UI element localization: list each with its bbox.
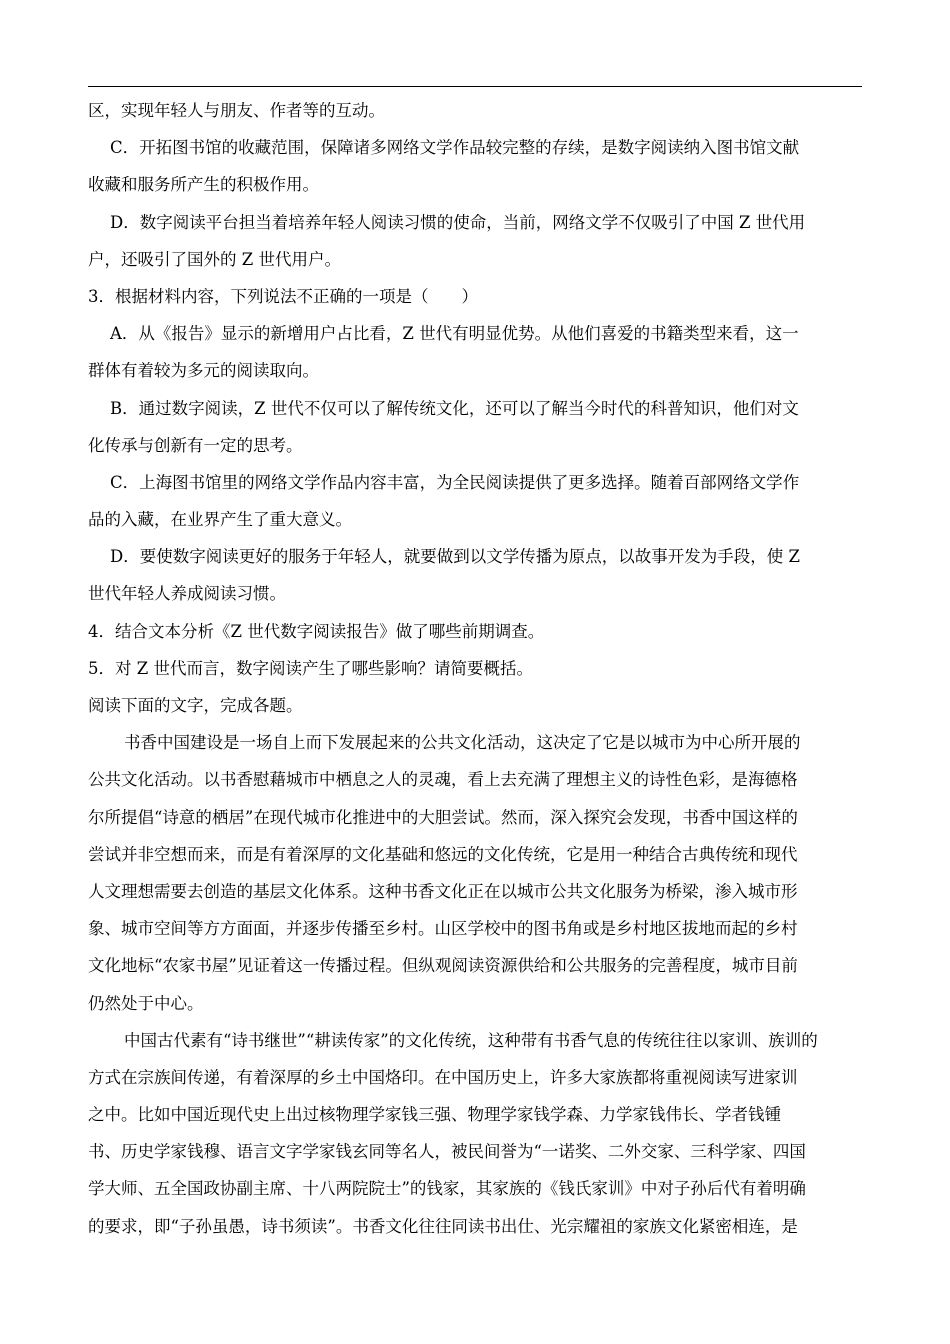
text-line: 尝试并非空想而来，而是有着深厚的文化基础和悠远的文化传统，它是用一种结合古典传统和现代: [88, 844, 798, 864]
text-line: 之中。比如中国近现代史上出过核物理学家钱三强、物理学家钱学森、力学家钱伟长、学者钱锺: [88, 1105, 781, 1125]
text-line: D．要使数字阅读更好的服务于年轻人，就要做到以文学传播为原点，以故事开发为手段，使 Z: [110, 547, 800, 567]
text-line: 尔所提倡“诗意的栖居”在现代城市化推进中的大胆尝试。然而，深入探究会发现，书香中国这样的: [88, 807, 798, 827]
text-line: 象、城市空间等方方面面，并逐步传播至乡村。山区学校中的图书角或是乡村地区拔地而起的乡村: [88, 919, 798, 939]
text-line: 中国古代素有“诗书继世”“耕读传家”的文化传统，这种带有书香气息的传统往往以家训、族训的: [124, 1030, 818, 1050]
text-line: 化传承与创新有一定的思考。: [88, 435, 303, 455]
text-line: B．通过数字阅读，Z 世代不仅可以了解传统文化，还可以了解当今时代的科普知识，他们对文: [110, 398, 799, 418]
text-line: 阅读下面的文字，完成各题。: [88, 696, 303, 715]
text-line: 世代年轻人养成阅读习惯。: [88, 584, 286, 604]
text-line: 公共文化活动。以书香慰藉城市中栖息之人的灵魂，看上去充满了理想主义的诗性色彩，是海德格: [88, 770, 798, 790]
text-line: C．上海图书馆里的网络文学作品内容丰富，为全民阅读提供了更多选择。随着百部网络文学作: [110, 472, 800, 492]
text-line: 仍然处于中心。: [88, 993, 204, 1013]
text-line: 方式在宗族间传递，有着深厚的乡土中国烙印。在中国历史上，许多大家族都将重视阅读写进家训: [88, 1067, 798, 1087]
header-rule: [88, 86, 862, 87]
text-line: 的要求，即“子孙虽愚，诗书须读”。书香文化往往同读书出仕、光宗耀祖的家族文化紧密相连，是: [88, 1216, 798, 1236]
text-line: 3．根据材料内容，下列说法不正确的一项是（ ）: [88, 286, 478, 306]
text-line: 学大师、五全国政协副主席、十八两院院士”的钱家，其家族的《钱氏家训》中对子孙后代有着明确: [88, 1179, 806, 1199]
text-line: D．数字阅读平台担当着培养年轻人阅读习惯的使命，当前，网络文学不仅吸引了中国 Z 世代用: [110, 212, 806, 232]
text-line: 群体有着较为多元的阅读取向。: [88, 361, 319, 381]
text-line: 文化地标“农家书屋”见证着这一传播过程。但纵观阅读资源供给和公共服务的完善程度，城市目前: [88, 956, 798, 976]
text-line: 5．对 Z 世代而言，数字阅读产生了哪些影响？请简要概括。: [88, 658, 533, 678]
text-line: 收藏和服务所产生的积极作用。: [88, 175, 319, 195]
text-line: 品的入藏，在业界产生了重大意义。: [88, 510, 352, 530]
text-line: 人文理想需要去创造的基层文化体系。这种书香文化正在以城市公共文化服务为桥梁，渗入城市形: [88, 881, 798, 901]
text-line: 4．结合文本分析《Z 世代数字阅读报告》做了哪些前期调查。: [88, 621, 545, 641]
text-line: 书、历史学家钱穆、语言文字学家钱玄同等名人，被民间誉为“一诺奖、二外交家、三科学家、四国: [88, 1142, 806, 1162]
document-body: [88, 92, 862, 1245]
text-line: 区，实现年轻人与朋友、作者等的互动。: [88, 101, 385, 120]
text-line: 书香中国建设是一场自上而下发展起来的公共文化活动，这决定了它是以城市为中心所开展的: [124, 733, 801, 753]
text-line: C．开拓图书馆的收藏范围，保障诸多网络文学作品较完整的存续，是数字阅读纳入图书馆文献: [110, 138, 800, 158]
text-line: A．从《报告》显示的新增用户占比看，Z 世代有明显优势。从他们喜爱的书籍类型来看，这一: [110, 324, 799, 344]
text-line: 户，还吸引了国外的 Z 世代用户。: [88, 249, 341, 269]
